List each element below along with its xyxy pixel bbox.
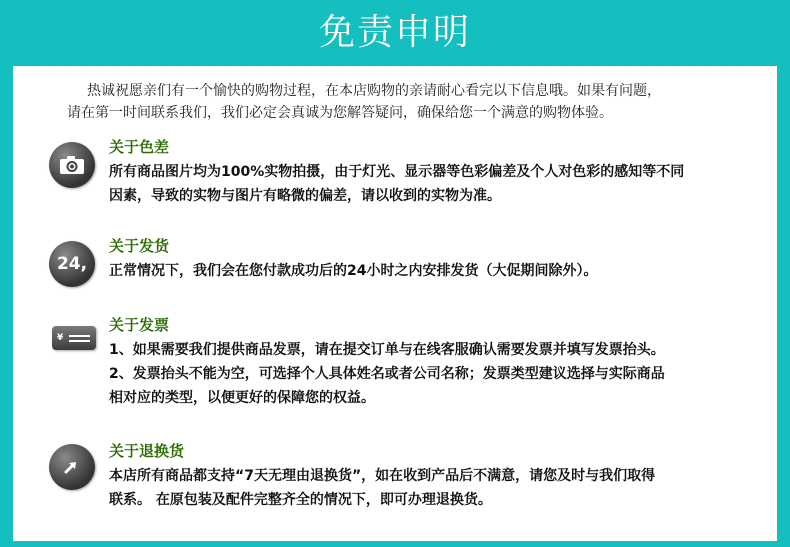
section-line: 联系。 在原包装及配件完整齐全的情况下，即可办理退换货。 <box>109 492 492 508</box>
intro-text <box>67 80 763 124</box>
page-title: 免责申明 <box>318 12 471 53</box>
section-title: 关于发票 <box>109 316 170 334</box>
section-title: 关于退换货 <box>109 442 185 460</box>
24-hours-icon: 24, <box>49 241 95 287</box>
section-title: 关于色差 <box>109 138 170 156</box>
content-panel <box>13 66 777 541</box>
section-line: 正常情况下，我们会在您付款成功后的24小时之内安排发货（大促期间除外）。 <box>109 263 598 279</box>
section-line: 1、如果需要我们提供商品发票，请在提交订单与在线客服确认需要发票并填写发票抬头。 <box>109 342 665 358</box>
section-body <box>109 259 759 283</box>
invoice-yen-symbol: ¥ <box>57 333 64 343</box>
section-line: 所有商品图片均为100%实物拍摄，由于灯光、显示器等色彩偏差及个人对色彩的感知等不同 <box>109 164 685 180</box>
intro-line-1: 热诚祝愿亲们有一个愉快的购物过程，在本店购物的亲请耐心看完以下信息哦。如果有问题， <box>87 83 661 99</box>
section-body <box>109 160 759 208</box>
section-title: 关于发货 <box>109 237 170 255</box>
return-arrow-icon <box>49 444 95 490</box>
section-line: 本店所有商品都支持“7天无理由退换货”，如在收到产品后不满意，请您及时与我们取得 <box>109 468 656 484</box>
section-line: 相对应的类型，以便更好的保障您的权益。 <box>109 390 375 406</box>
section-body <box>109 464 759 512</box>
camera-icon <box>49 142 95 188</box>
section-line: 2、发票抬头不能为空，可选择个人具体姓名或者公司名称；发票类型建议选择与实际商品 <box>109 366 665 382</box>
section-line: 因素，导致的实物与图片有略微的偏差，请以收到的实物为准。 <box>109 188 501 204</box>
invoice-card-icon <box>52 326 96 350</box>
section-body <box>109 338 759 410</box>
intro-line-2: 请在第一时间联系我们，我们必定会真诚为您解答疑问，确保给您一个满意的购物体验。 <box>67 105 613 121</box>
